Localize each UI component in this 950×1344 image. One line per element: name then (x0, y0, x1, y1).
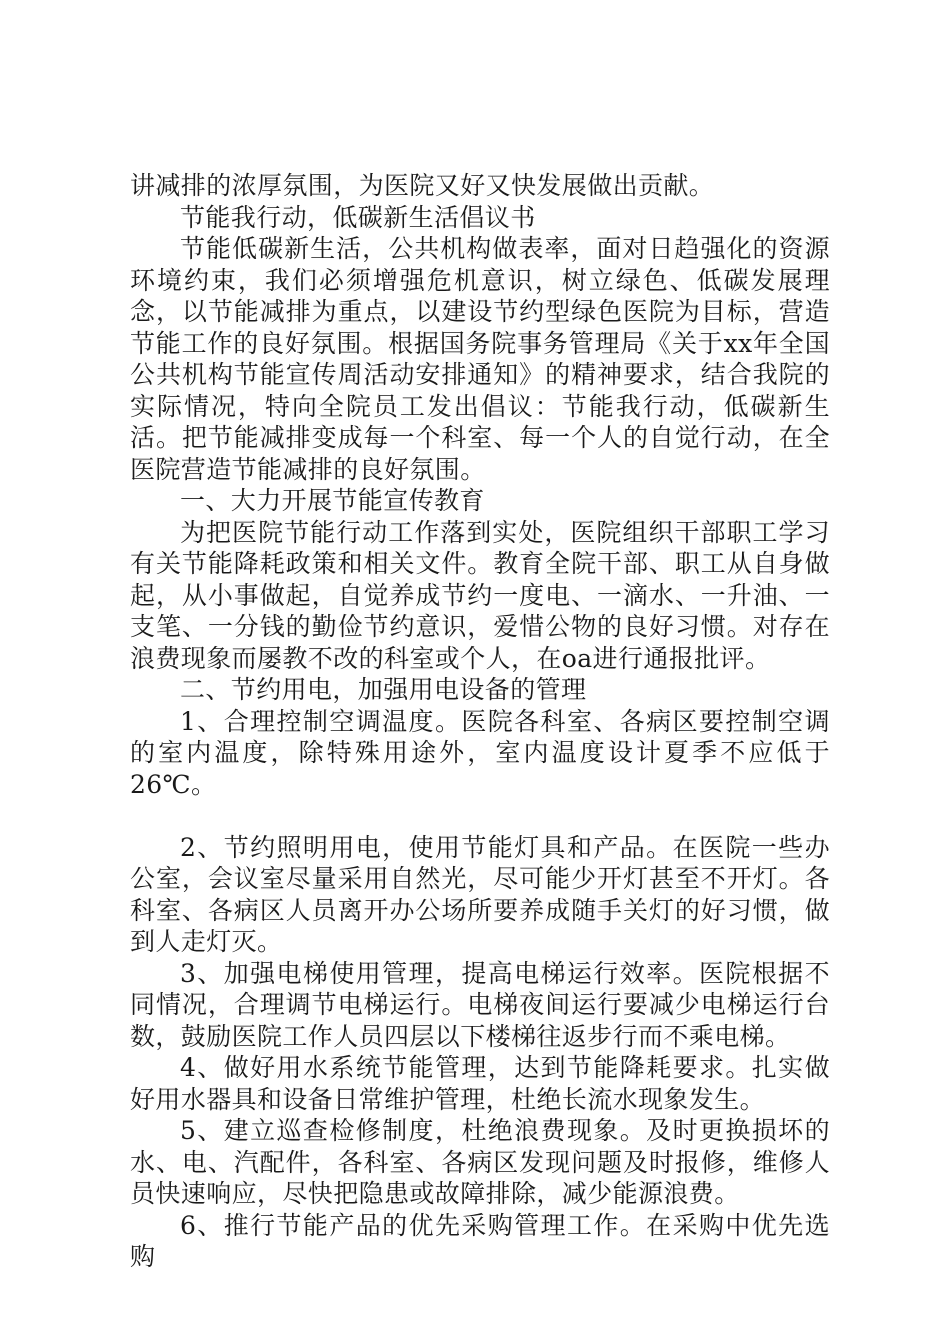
item-6-procurement: 6、推行节能产品的优先采购管理工作。在采购中优先选购 (130, 1210, 830, 1271)
item-3-elevator: 3、加强电梯使用管理，提高电梯运行效率。医院根据不同情况，合理调节电梯运行。电梯夜间运行要减少电梯运行台数，鼓励医院工作人员四层以下楼梯往返步行而不乘电梯。 (130, 958, 830, 1051)
paragraph-continuation: 讲减排的浓厚氛围，为医院又好又快发展做出贡献。 (130, 171, 715, 200)
item-1-air-conditioning: 1、合理控制空调温度。医院各科室、各病区要控制空调的室内温度，除特殊用途外，室内温度设计夏季不应低于26℃。 (130, 706, 830, 799)
paragraph-education: 为把医院节能行动工作落到实处，医院组织干部职工学习有关节能降耗政策和相关文件。教育全院干部、职工从自身做起，从小事做起，自觉养成节约一度电、一滴水、一升油、一支笔、一分钱的勤俭节约意识，爱惜公物的良好习惯。对存在浪费现象而屡教不改的科室或个人，在oa进行通报批评。 (130, 517, 830, 673)
paragraph-intro: 节能低碳新生活，公共机构做表率，面对日趋强化的资源环境约束，我们必须增强危机意识，树立绿色、低碳发展理念，以节能减排为重点，以建设节约型绿色医院为目标，营造节能工作的良好氛围。根据国务院事务管理局《关于xx年全国公共机构节能宣传周活动安排通知》的精神要求，结合我院的实际情况，特向全院员工发出倡议：节能我行动，低碳新生活。把节能减排变成每一个科室、每一个人的自觉行动，在全医院营造节能减排的良好氛围。 (130, 234, 830, 484)
proposal-title: 节能我行动，低碳新生活倡议书 (180, 202, 536, 232)
section-heading-1: 一、大力开展节能宣传教育 (180, 486, 485, 515)
blank-line (130, 800, 830, 832)
item-2-lighting: 2、节约照明用电，使用节能灯具和产品。在医院一些办公室，会议室尽量采用自然光，尽可能少开灯甚至不开灯。各科室、各病区人员离开办公场所要养成随手关灯的好习惯，做到人走灯灭。 (130, 832, 830, 956)
item-4-water: 4、做好用水系统节能管理，达到节能降耗要求。扎实做好用水器具和设备日常维护管理，杜绝长流水现象发生。 (130, 1053, 830, 1114)
document-body (130, 170, 830, 1273)
item-5-inspection: 5、建立巡查检修制度，杜绝浪费现象。及时更换损坏的水、电、汽配件，各科室、各病区发现问题及时报修，维修人员快速响应，尽快把隐患或故障排除，减少能源浪费。 (130, 1116, 830, 1208)
section-heading-2: 二、节约用电，加强用电设备的管理 (180, 675, 587, 704)
